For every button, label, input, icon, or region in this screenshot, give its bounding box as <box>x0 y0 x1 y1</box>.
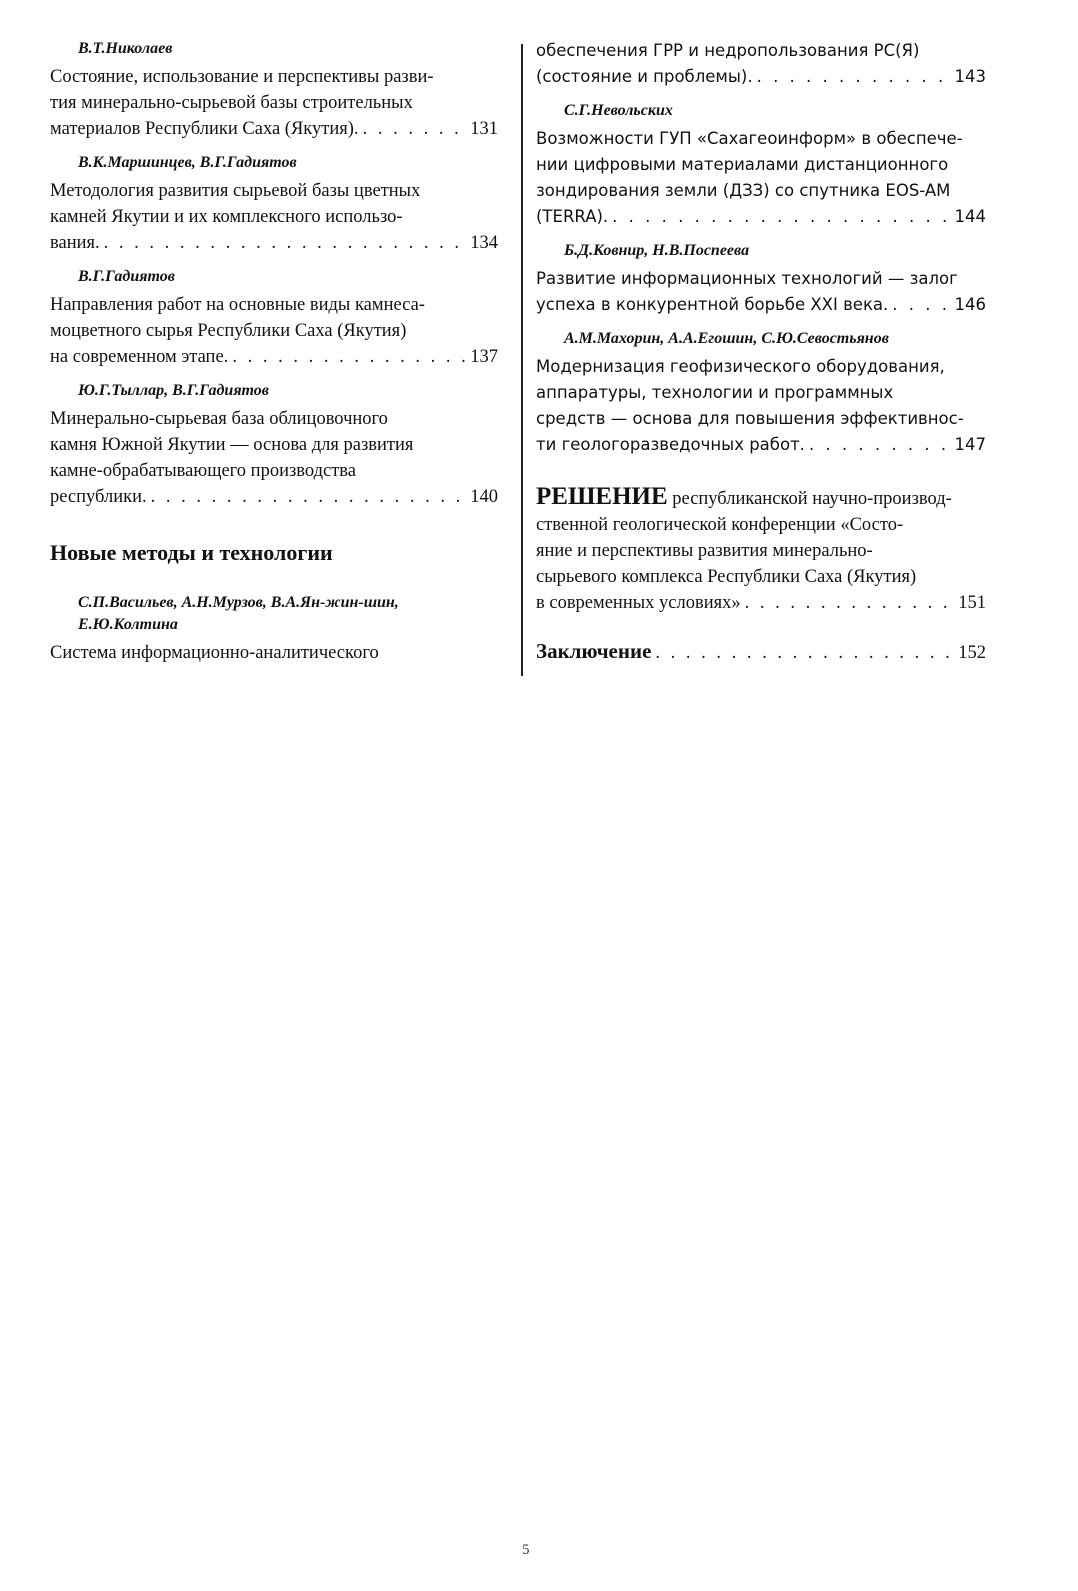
entry-page-number: 140 <box>470 487 498 507</box>
leader-dots <box>232 344 466 370</box>
entry-title-last: ти геологоразведочных работ. <box>536 435 805 454</box>
entry-authors: В.Т.Николаев <box>78 40 173 57</box>
entry-leader-line <box>536 292 986 318</box>
leader-dots <box>104 230 467 256</box>
entry-page-number: 151 <box>958 593 986 613</box>
entry-page-number: 152 <box>958 643 986 663</box>
toc-entry <box>50 592 498 666</box>
entry-authors: С.Г.Невольских <box>564 102 673 119</box>
entry-page-number: 143 <box>954 67 986 86</box>
entry-title-last: успеха в конкурентной борьбе XXI века. <box>536 295 889 314</box>
entry-leader-line <box>50 484 498 510</box>
leader-dots <box>745 590 955 616</box>
entry-title-line: Модернизация геофизического оборудования, <box>536 357 945 376</box>
leader-dots <box>363 116 467 142</box>
toc-entry <box>536 328 986 458</box>
resolution-heading: РЕШЕНИЕ <box>536 483 668 510</box>
entry-title-line: моцветного сырья Республики Саха (Якутия) <box>50 321 407 341</box>
entry-title-last: на современном этапе. <box>50 347 229 367</box>
toc-entry-continuation <box>536 38 986 90</box>
entry-leader-line <box>536 590 986 616</box>
entry-title-line: обеспечения ГРР и недропользования РС(Я) <box>536 41 920 60</box>
entry-title-line: ственной геологической конференции «Состо- <box>536 515 904 535</box>
entry-page-number: 134 <box>470 233 498 253</box>
entry-leader-line <box>50 344 498 370</box>
entry-title-line: Направления работ на основные виды камнеса- <box>50 295 425 315</box>
entry-title-last: вания. <box>50 233 100 253</box>
entry-title-line: зондирования земли (ДЗЗ) со спутника EOS-AM <box>536 181 951 200</box>
entry-leader-line <box>50 116 498 142</box>
toc-entry <box>50 38 498 142</box>
entry-title-line: яние и перспективы развития минерально- <box>536 541 873 561</box>
entry-page-number: 137 <box>470 347 498 367</box>
entry-title-line: Состояние, использование и перспективы разви- <box>50 67 434 87</box>
entry-title-last: (состояние и проблемы). <box>536 67 753 86</box>
entry-title-line: камне-обрабатывающего производства <box>50 461 357 481</box>
entry-title-line: камня Южной Якутии — основа для развития <box>50 435 414 455</box>
leader-dots <box>892 292 950 318</box>
toc-left-column <box>50 38 498 676</box>
entry-authors: А.М.Махорин, А.А.Егошин, С.Ю.Севостьянов <box>564 330 889 347</box>
conclusion-entry <box>536 638 986 666</box>
entry-title-line: Развитие информационных технологий — залог <box>536 269 958 288</box>
leader-dots <box>655 640 954 666</box>
entry-page-number: 146 <box>954 295 986 314</box>
entry-title-last: (TERRA). <box>536 207 609 226</box>
entry-title-line: средств — основа для повышения эффективнос- <box>536 409 964 428</box>
entry-authors: С.П.Васильев, А.Н.Мурзов, В.А.Ян-жин-шин, <box>78 594 399 611</box>
entry-page-number: 131 <box>470 119 498 139</box>
toc-entry <box>50 266 498 370</box>
entry-authors: Ю.Г.Тыллар, В.Г.Гадиятов <box>78 382 269 399</box>
entry-title-line: Возможности ГУП «Сахагеоинформ» в обеспече- <box>536 129 963 148</box>
leader-dots <box>757 64 951 90</box>
toc-entry <box>536 100 986 230</box>
entry-authors: Е.Ю.Колтина <box>78 616 178 633</box>
entry-page-number: 147 <box>954 435 986 454</box>
entry-authors: Б.Д.Ковнир, Н.В.Поспеева <box>564 242 750 259</box>
toc-entry <box>50 152 498 256</box>
entry-title-line: республиканской научно-производ- <box>667 489 952 509</box>
resolution-first-line <box>536 484 986 512</box>
entry-title-last: в современных условиях» <box>536 593 741 613</box>
entry-leader-line <box>536 64 986 90</box>
leader-dots <box>809 432 951 458</box>
entry-title-line: тия минерально-сырьевой базы строительных <box>50 93 413 113</box>
entry-title-line: Система информационно-аналитического <box>50 643 379 663</box>
entry-leader-line <box>536 204 986 230</box>
page-number: 5 <box>522 1542 530 1558</box>
entry-leader-line <box>50 230 498 256</box>
leader-dots <box>151 484 467 510</box>
conclusion-heading: Заключение <box>536 639 652 663</box>
section-heading: Новые методы и технологии <box>50 540 333 565</box>
entry-leader-line <box>536 432 986 458</box>
toc-entry <box>50 380 498 510</box>
toc-right-column <box>536 38 986 666</box>
entry-title-line: аппаратуры, технологии и программных <box>536 383 894 402</box>
resolution-entry <box>536 484 986 616</box>
entry-authors: В.К.Маршинцев, В.Г.Гадиятов <box>78 154 297 171</box>
entry-title-line: камней Якутии и их комплексного использо- <box>50 207 403 227</box>
entry-title-line: Минерально-сырьевая база облицовочного <box>50 409 388 429</box>
entry-title-last: республики. <box>50 487 147 507</box>
entry-page-number: 144 <box>954 207 986 226</box>
entry-authors: В.Г.Гадиятов <box>78 268 175 285</box>
column-divider <box>521 44 523 676</box>
entry-title-line: нии цифровыми материалами дистанционного <box>536 155 949 174</box>
leader-dots <box>612 204 950 230</box>
entry-title-line: сырьевого комплекса Республики Саха (Якутия) <box>536 567 917 587</box>
toc-entry <box>536 240 986 318</box>
entry-title-last: материалов Республики Саха (Якутия). <box>50 119 359 139</box>
entry-title-line: Методология развития сырьевой базы цветных <box>50 181 421 201</box>
